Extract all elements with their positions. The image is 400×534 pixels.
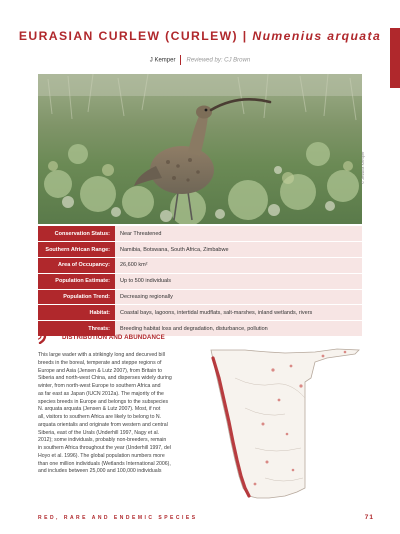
page-title: [0, 29, 400, 43]
text-line: than one million individuals (Wetlands International 2006),: [38, 460, 171, 467]
text-line: breeds in the boreal, temperate and steppe regions of: [38, 359, 162, 366]
text-line: Siberia and north-west China, and disperses widely during: [38, 375, 172, 382]
table-row: [38, 258, 362, 274]
text-line: species breeds in Europe and belongs to the subspecies: [38, 398, 169, 405]
page-number: 71: [364, 514, 374, 521]
fact-value: Near Threatened: [115, 226, 362, 242]
reviewer-name: Reviewed by: CJ Brown: [186, 57, 251, 64]
text-line: Siberia, east of the Urals (Underhill 1997, Nagy et al.: [38, 429, 160, 436]
section-title: DISTRIBUTION AND ABUNDANCE: [62, 334, 165, 341]
table-row: [38, 273, 362, 289]
fact-label: Threats:: [38, 321, 115, 337]
table-row: [38, 226, 362, 242]
author-name: J Kemper: [149, 57, 176, 64]
table-row: [38, 289, 362, 305]
text-line: arquata orientalis and originate from western and central: [38, 421, 168, 428]
fact-value: Coastal bays, lagoons, intertidal mudflats, salt-marshes, inland wetlands, rivers: [115, 305, 362, 321]
text-line: N. arquata arquata (Jensen & Lutz 2007). Most, if not: [38, 406, 161, 413]
text-line: 2012); some individuals, probably non-breeders, remain: [38, 437, 167, 444]
table-row: [38, 305, 362, 321]
author-line: [0, 55, 400, 65]
footer-series: RED, RARE AND ENDEMIC SPECIES: [38, 515, 198, 521]
curlew-photo: [38, 74, 362, 224]
distribution-text: [38, 352, 198, 476]
fact-label: Population Trend:: [38, 289, 115, 305]
fact-label: Southern African Range:: [38, 242, 115, 258]
fact-value: Decreasing regionally: [115, 289, 362, 305]
text-line: Europe and Asia (Jensen & Lutz 2007), from Britain to: [38, 367, 162, 374]
photo-credit: © Jessica Kemper: [360, 151, 365, 184]
text-line: and includes between 25,000 and 100,000 individuals: [38, 468, 162, 475]
common-name: EURASIAN CURLEW (CURLEW): [18, 29, 238, 43]
fact-value: Up to 500 individuals: [115, 273, 362, 289]
fact-label: Habitat:: [38, 305, 115, 321]
fact-value: Breeding habitat loss and degradation, disturbance, pollution: [115, 321, 362, 337]
title-separator: |: [242, 29, 248, 43]
fact-value: 26,600 km²: [115, 258, 362, 274]
fact-label: Area of Occupancy:: [38, 258, 115, 274]
distribution-map: [205, 338, 362, 505]
scientific-name: Numenius arquata: [252, 29, 382, 43]
text-line: all, visitors to southern Africa are likely to belong to N.: [38, 414, 162, 420]
species-facts-table: [38, 226, 362, 337]
table-row: [38, 242, 362, 258]
text-line: This large wader with a strikingly long and decurved bill: [38, 352, 165, 358]
author-divider: [180, 55, 181, 65]
fact-value: Namibia, Botswana, South Africa, Zimbabwe: [115, 242, 362, 258]
text-line: Hoyo et al. 1996). The global population numbers more: [38, 452, 165, 459]
fact-label: Population Estimate:: [38, 273, 115, 289]
section-mark-icon: [38, 328, 48, 344]
text-line: in southern Africa throughout the year (Underhill 1997, del: [38, 445, 171, 451]
fact-label: Conservation Status:: [38, 226, 115, 242]
text-line: as far east as Japan (IUCN 2012a). The majority of the: [38, 390, 164, 397]
text-line: winter, from north-west Europe to southern Africa and: [38, 383, 161, 389]
